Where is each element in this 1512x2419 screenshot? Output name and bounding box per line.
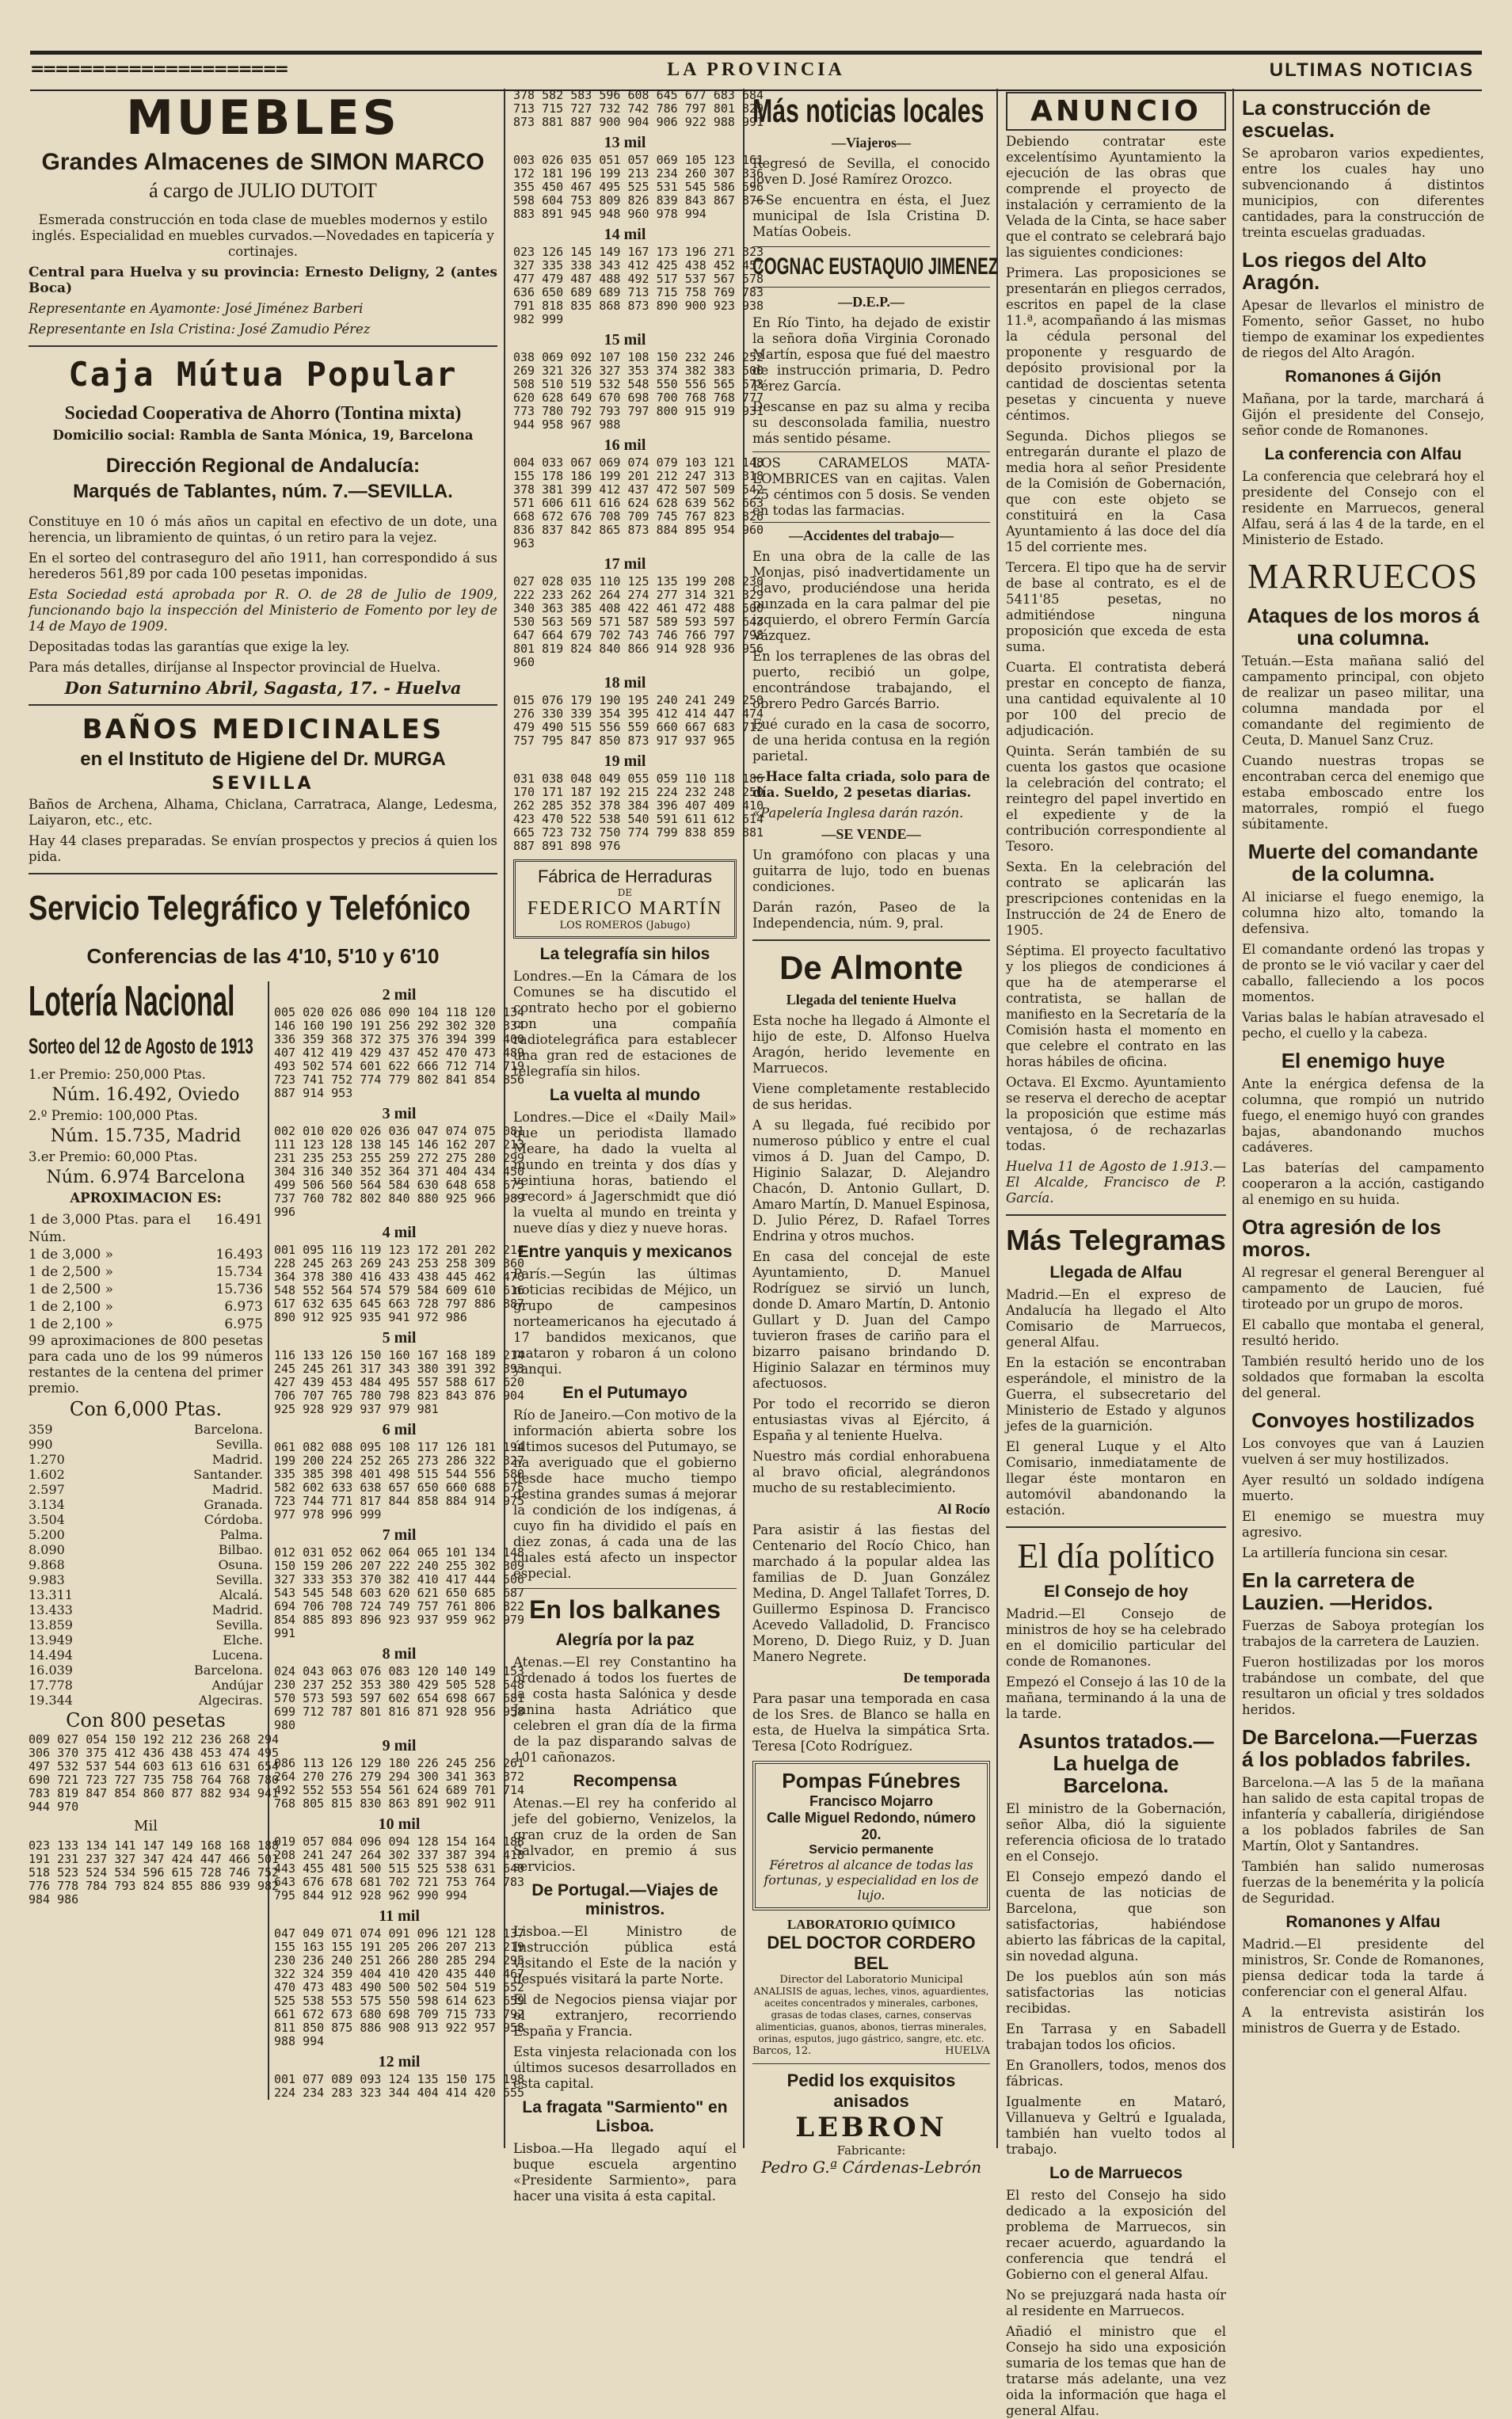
anisados-signature: Pedro G.ª Cárdenas-Lebrón	[760, 2158, 982, 2177]
aprox-row: 1 de 2,100 » 6.973	[29, 1299, 263, 1315]
rocio-text: Para asistir á las fiestas del Centenario del Rocío Chico, han marchado á la popular aldea las familias de D. Juan González Medina, D. Angel Tallafet Torres, D. Guillermo Espinosa D. Francisco Acevedo Valladolid, D. Francisco Moreno, D. Diego Ruiz, y D. Juan Manero Negrete.	[752, 1522, 990, 1664]
asuntos-paragraph: Igualmente en Mataró, Villanueva y Geltrú e Igualada, también han vuelto todos al trabajo.	[1006, 2094, 1226, 2157]
almonte-p6: Nuestro más cordial enhorabuena al bravo oficial, alegrándonos mucho de su restablecimiento.	[752, 1449, 990, 1495]
prize-row: 9.983 Sevilla.	[29, 1572, 263, 1587]
rocio-heading: Al Rocío	[937, 1501, 990, 1517]
asuntos-paragraph: En Tarrasa y en Sabadell trabajan todos los oficios.	[1006, 2021, 1226, 2052]
anuncio-paragraph: Sexta. En la celebración del contrato se aplicarán las prescripciones contenidas en la Instrucción de 24 de Enero de 1905.	[1006, 859, 1226, 938]
accidentes-p1: En una obra de la calle de las Monjas, pisó inadvertidamente un clavo, produciéndose una herida punzada en la cara palmar del pie izquierdo, el obrero Fermín García Vázquez.	[752, 549, 990, 643]
marruecos-paragraph: No se prejuzgará nada hasta oír al residente en Marruecos.	[1006, 2288, 1226, 2318]
caja-p4: Depositadas todas las garantías que exige la ley.	[29, 639, 350, 654]
column-ads-lottery	[22, 89, 525, 2148]
art-telegrafia-heading: La telegrafía sin hilos	[539, 945, 710, 963]
masthead-rule: =====================	[30, 59, 288, 79]
prize-row: 14.494 Lucena.	[29, 1648, 263, 1663]
marruecos-paragraph: Añadió el ministro que el Consejo ha sido una exposición sumaria de los temas que han de tratarse más adelante, una vez oida la información que haga el general Alfau.	[1006, 2324, 1226, 2418]
lottery-800: Con 800 pesetas	[66, 1709, 226, 1731]
dep-p1: En Río Tinto, ha dejado de existir la señora doña Virginia Coronado Martín, esposa que fué del maestro de instrucción primaria, D. Pedro Pérez García.	[752, 315, 990, 394]
lottery-block-heading: 16 mil	[604, 436, 646, 454]
almonte-p4: En casa del concejal de este Ayuntamiento, D. Manuel Rodríguez se sirvió un lunch, donde D. Amaro Martín, D. Antonio Gullart y D. Juan del Campo tuvieron frases de cariño para el bizarro paisano brindando D. Higinio Salazar en términos muy afectuosos.	[752, 1249, 990, 1391]
banos-city: SEVILLA	[211, 774, 314, 794]
art-putumayo-text: Río de Janeiro.—Con motivo de la información abierta sobre los últimos sucesos del Putumayo, se ha averiguado que el gobierno desde hace mucho tiempo destina grandes sumas á mejorar la condición de los indígenas, á cuyo fin ha dividido el país en diez zonas, á cada una de las cuales está afecto un inspector especial.	[513, 1408, 737, 1581]
column-local-news	[746, 89, 999, 2177]
lottery-mil-numbers: 023 133 134 141 147 149 168 168 188 191 231 237 327 347 424 447 466 501 518 523 524 534 596 615 728 746 752 776 778 784 793 824 855 886 939 982 984 986	[29, 1838, 280, 1907]
almonte-p3: A su llegada, fué recibido por numeroso público y entre el cual vimos á D. Juan del Campo, D. Higinio Salazar, D. Alejandro Chacón, D. Antonio Gullart, D. Amaro Martín, D. Manuel Espinosa, D. Julio Pérez, D. Rafael Torres Endrina y otros muchos.	[752, 1118, 990, 1244]
lottery-block-numbers: 023 126 145 149 167 173 196 271 323 327 335 338 343 412 425 438 452 457 477 479 487 488 492 517 537 567 578 636 650 689 689 713 715 758 769 783 791 818 835 868 873 890 900 923 938 982 999	[513, 245, 764, 326]
prize-row: 1.270 Madrid.	[29, 1452, 263, 1467]
caja-sub: Sociedad Cooperativa de Ahorro (Tontina mixta)	[64, 403, 462, 424]
column-ultimas	[1236, 89, 1491, 2148]
column-anuncio	[1000, 89, 1234, 2418]
lottery-aprox-list	[29, 1211, 263, 1333]
ataques-heading: Ataques de los moros á una columna.	[1247, 604, 1480, 650]
telegrafico-title: Servicio Telegráfico y Telefónico	[29, 889, 471, 928]
almonte-p5: Por todo el recorrido se dieron entusiastas vivas al Ejército, á España y al teniente Huelva.	[752, 1396, 990, 1443]
lottery-block-heading: 15 mil	[604, 331, 646, 349]
convoyes-heading: Convoyes hostilizados	[1251, 1408, 1475, 1432]
convoyes-paragraphs	[1242, 1436, 1484, 1561]
lottery-mil: Mil	[134, 1818, 158, 1834]
marruecos-title: MARRUECOS	[1247, 557, 1479, 596]
art-recompensa-text: Atenas.—El rey ha conferido al jefe del gobierno, Venizelos, la gran cruz de la orden de San Salvador, en premio á sus servicios.	[513, 1796, 737, 1874]
lottery-block-heading: 19 mil	[604, 752, 646, 770]
gijon-heading: Romanones á Gijón	[1285, 368, 1442, 386]
banos-sub: en el Instituto de Higiene del Dr. MURGA	[80, 749, 446, 770]
news-paragraph: Barcelona.—A las 5 de la mañana han salido de esta capital tropas de infantería y caballería, dirigiéndose a los poblados fabriles de San Martín, Olot y Santandres.	[1242, 1775, 1484, 1853]
marruecos-consejo-heading: Lo de Marruecos	[1049, 2164, 1183, 2182]
news-paragraph: A la entrevista asistirán los ministros de Guerra y de Estado.	[1242, 2005, 1484, 2036]
masthead-section: ULTIMAS NOTICIAS	[1269, 59, 1474, 81]
pompas-text: Féretros al alcance de todas las fortunas, y especialidad en los de lujo.	[764, 1857, 979, 1903]
telegramas-title: Más Telegramas	[1006, 1224, 1226, 1256]
asuntos-paragraph: El Consejo empezó dando el cuenta de las noticias de Barcelona, que son satisfactorias, habiéndose abierto las fábricas de la capital, sin novedad alguna.	[1006, 1869, 1226, 1964]
telegramas-heading: Llegada de Alfau	[1049, 1263, 1183, 1282]
art-alegria-text: Atenas.—El rey Constantino ha ordenado á todos los fuertes de la costa hasta Salónica y desde Janina hasta Adriático que celebren el gran día de la firma de la paz disparando salvas de 101 cañonazos.	[513, 1655, 737, 1765]
aprox-row: 1 de 2,500 » 15.734	[29, 1264, 263, 1280]
lottery-panel	[29, 977, 280, 2100]
prize-row: 3.504 Córdoba.	[29, 1512, 263, 1527]
art-fragata-text: Lisboa.—Ha llegado aquí el buque escuela argentino «Presidente Sarmiento», para hacer una visita á esta capital.	[513, 2141, 737, 2204]
aprox-row: 1 de 3,000 » 16.493	[29, 1247, 263, 1263]
prize-row: 9.868 Osuna.	[29, 1557, 263, 1572]
news-paragraph: Al iniciarse el fuego enemigo, la columna hizo alto, tomando la defensiva.	[1242, 890, 1484, 936]
caja-direccion: Dirección Regional de Andalucía:	[105, 455, 421, 477]
carretera-heading: En la carretera de Lauzien. —Heridos.	[1242, 1568, 1434, 1614]
anisados-brand: LEBRON	[795, 2112, 947, 2143]
politico-paragraphs	[1006, 1606, 1226, 1722]
column-lottery-wires	[507, 88, 764, 2204]
asuntos-paragraph: El ministro de la Gobernación, señor Alba, dió la siguiente referencia oficiosa de lo tratado en el Consejo.	[1006, 1801, 1226, 1864]
asuntos-paragraph: En Granollers, todos, menos dos fábricas.	[1006, 2058, 1226, 2089]
lab-director: Director del Laboratorio Municipal	[779, 1974, 963, 1986]
accidentes-p3: Fué curado en la casa de socorro, de una herida contusa en la región parietal.	[752, 717, 990, 764]
banos-p2: Hay 44 clases preparadas. Se envían prospectos y precios á quien los pida.	[29, 833, 497, 864]
muebles-manager: á cargo de JULIO DUTOIT	[149, 179, 377, 202]
lab-address: Barcos, 12.	[752, 2045, 812, 2057]
romanones-alfau-paragraphs	[1242, 1937, 1484, 2036]
herraduras-name: FEDERICO MARTÍN	[527, 898, 723, 919]
telegramas-paragraph: El general Luque y el Alto Comisario, inmediatamente de llegar éste montaron en automóvil abandonando la estación.	[1006, 1439, 1226, 1518]
art-vuelta-text: Londres.—Dice el «Daily Mail» que un periodista llamado Meare, ha dado la vuelta al mundo en treinta y dos días y veintiuna horas, batiendo el «record» á Jagerschmidt que dió la vuelta al mundo en treinta y nueve días y diez y nueve horas.	[513, 1110, 737, 1236]
aprox-row: 1 de 2,500 » 15.736	[29, 1282, 263, 1297]
lottery-title: Lotería Nacional	[29, 977, 235, 1025]
riegos-text: Apesar de llevarlos el ministro de Fomento, señor Gasset, no hubo tiempo de examinar los expedientes de riegos del Alto Aragón.	[1242, 298, 1484, 360]
viajeros-p2: —Se encuentra en ésta, el Juez municipal de Isla Cristina D. Matías Oobeis.	[752, 192, 990, 239]
pompas-address: Calle Miguel Redondo, número 20.	[766, 1810, 976, 1842]
anuncio-paragraph: Tercera. El tipo que ha de servir de base al contrato, es el de 5411'85 pesetas, no admitiéndose ninguna proposición que exceda de esta suma.	[1006, 560, 1226, 654]
news-paragraph: Los convoyes que van á Lauzien vuelven á ser muy hostilizados.	[1242, 1436, 1484, 1467]
lottery-prize2: 2.º Premio: 100,000 Ptas.	[29, 1108, 198, 1123]
prize-row: 17.778 Andújar	[29, 1678, 263, 1693]
lottery-block-heading: 17 mil	[604, 555, 646, 573]
barcelona-paragraphs	[1242, 1775, 1484, 1907]
telegramas-paragraphs	[1006, 1287, 1226, 1518]
telegramas-paragraph: En la estación se encontraban esperándole, el ministro de la Guerra, el subsecretario del Ministerio de Estado y algunos jefes de la guarnición.	[1006, 1355, 1226, 1434]
prize-row: 16.039 Barcelona.	[29, 1663, 263, 1678]
pompas-title: Pompas Fúnebres	[782, 1769, 961, 1792]
politico-paragraph: Empezó el Consejo á las 10 de la mañana, terminando á la una de la tarde.	[1006, 1674, 1226, 1721]
lab-title: LABORATORIO QUÍMICO	[786, 1917, 956, 1932]
almonte-p2: Viene completamente restablecido de sus heridas.	[752, 1081, 990, 1112]
local-news-title: Más noticias locales	[752, 92, 985, 129]
anuncio-title: ANUNCIO	[1006, 92, 1226, 131]
aprox-row: 1 de 3,000 Ptas. para el Núm. 16.491	[29, 1212, 263, 1245]
prize-row: 13.433 Madrid.	[29, 1602, 263, 1617]
falta-criada: —Hace falta criada, solo para de día. Sueldo, 2 pesetas diarias.	[752, 769, 990, 800]
muerte-paragraphs	[1242, 890, 1484, 1042]
lottery-number2: Núm. 15.735, Madrid	[50, 1126, 242, 1146]
news-paragraph: El comandante ordenó las tropas y de pronto se le vió vacilar y caer del caballo, falleciendo a los pocos momentos.	[1242, 942, 1484, 1004]
lottery-draw: Sorteo del 12 de Agosto de 1913	[29, 1034, 253, 1058]
news-paragraph: El enemigo se muestra muy agresivo.	[1242, 1509, 1484, 1540]
prize-row: 2.597 Madrid.	[29, 1482, 263, 1497]
anuncio-paragraph: Octava. El Excmo. Ayuntamiento se reserva el derecho de aceptar la proposición que estime más ventajosa, ó de rechazarlas todas.	[1006, 1075, 1226, 1153]
news-paragraph: Madrid.—El presidente del ministros, Sr. Conde de Romanones, piensa dedicar toda la tarde á conferenciar con el general Alfau.	[1242, 1937, 1484, 1999]
art-alegria-heading: Alegría por la paz	[555, 1631, 695, 1649]
art-fragata-heading: La fragata "Sarmiento" en Lisboa.	[522, 2098, 728, 2135]
accidentes-heading: —Accidentes del trabajo—	[789, 528, 954, 543]
gijon-text: Mañana, por la tarde, marchará á Gijón el presidente del Consejo, señor conde de Romanones.	[1242, 391, 1484, 438]
caja-title: Caja Mútua Popular	[68, 355, 458, 394]
caja-p1: Constituye en 10 ó más años un capital en efectivo de un dote, una herencia, un libramiento de quintas, ó un retiro para la vejez.	[29, 514, 497, 545]
laboratorio-ad	[752, 1917, 990, 2057]
lottery-number3: Núm. 6.974 Barcelona	[46, 1168, 246, 1187]
muerte-heading: Muerte del comandante de la columna.	[1247, 840, 1479, 886]
lottery-block-numbers: 015 076 179 190 195 240 241 249 250 276 330 339 354 395 412 414 447 474 479 490 515 556 559 660 667 683 712 757 795 847 850 873 917 937 965	[513, 693, 764, 748]
pompas-service: Servicio permanente	[809, 1843, 934, 1857]
art-vuelta-heading: La vuelta al mundo	[549, 1086, 701, 1104]
lab-text: ANALISIS de aguas, leches, vinos, aguardientes, aceites concentrados y minerales, carbones, grasas de todas clases, carnes, conservas alimenticias, guanos, abonos, tierras minerales, orinas, esputos, jugo gástrico, sangre, etc. etc.	[753, 1986, 989, 2044]
anuncio-paragraph: Séptima. El proyecto facultativo y los pliegos de condiciones á que ha de atemperarse el contratista, se hallan de manifiesto en la Secretaría de la Comisión hasta el momento en que celebre el contrato en las horas hábiles de oficina.	[1006, 943, 1226, 1069]
news-paragraph: La artillería funciona sin cesar.	[1242, 1545, 1449, 1560]
almonte-title: De Almonte	[779, 949, 963, 986]
lottery-blocks	[513, 88, 764, 853]
art-recompensa-heading: Recompensa	[573, 1772, 677, 1790]
prize-row: 990 Sevilla.	[29, 1437, 263, 1452]
lottery-prize3: 3.er Premio: 60,000 Ptas.	[29, 1149, 198, 1164]
lottery-6000: Con 6,000 Ptas.	[69, 1398, 223, 1420]
romanones-alfau-heading: Romanones y Alfau	[1285, 1913, 1441, 1931]
herraduras-title: Fábrica de Herraduras	[537, 867, 713, 886]
prize-row: 13.859 Sevilla.	[29, 1617, 263, 1632]
almonte-p1: Esta noche ha llegado á Almonte el hijo de este, D. Alfonso Huelva Aragón, herido levemente en Marruecos.	[752, 1013, 990, 1076]
aprox-row: 1 de 2,100 » 6.975	[29, 1316, 263, 1332]
asuntos-paragraph: De los pueblos aún son más satisfactorias las noticias recibidas.	[1006, 1969, 1226, 2016]
caja-p5: Para más detalles, diríjanse al Inspector provincial de Huelva.	[29, 660, 441, 675]
cognac-ad: COGNAC EUSTAQUIO JIMENEZ	[752, 253, 999, 280]
vende-p1: Un gramófono con placas y una guitarra de lujo, todo en buenas condiciones.	[752, 848, 990, 894]
muebles-rep1: Representante en Ayamonte: José Jiménez Barberi	[29, 301, 364, 316]
prize-row: 13.949 Elche.	[29, 1632, 263, 1648]
ataques-p2: Cuando nuestras tropas se encontraban cerca del enemigo que estaba emboscado entre los matorrales, rompió el fuego súbitamente.	[1242, 753, 1484, 832]
art-yanquis-text: París.—Según las últimas noticias recibidas de Méjico, un grupo de campesinos norteamericanos ha ejecutado á 17 bandidos mexicanos, que mataron y robaron á un colono yanqui.	[513, 1267, 737, 1377]
news-paragraph: Al regresar el general Berenguer al campamento de Laucien, fué tiroteado por un grupo de moros.	[1242, 1265, 1484, 1312]
telegramas-paragraph: Madrid.—En el expreso de Andalucía ha llegado el Alto Comisario de Marruecos, general Alfau.	[1006, 1287, 1226, 1350]
riegos-heading: Los riegos del Alto Aragón.	[1242, 248, 1427, 294]
conferencia-heading: La conferencia con Alfau	[1264, 445, 1462, 463]
news-paragraph: Varias balas le habían atravesado el pecho, el cuello y la cabeza.	[1242, 1010, 1484, 1041]
escuelas-heading: La construcción de escuelas.	[1242, 96, 1431, 142]
herraduras-ad	[513, 859, 737, 939]
muebles-central: Central para Huelva y su provincia: Ernesto Deligny, 2 (antes Boca)	[29, 265, 497, 296]
lottery-block-numbers: 038 069 092 107 108 150 232 246 252 269 321 326 327 353 374 382 383 500 508 510 519 532 548 550 556 565 573 620 628 649 670 698 700 768 768 777 773 780 792 793 797 800 915 919 931 944 958 967 988	[513, 350, 764, 432]
anuncio-paragraph: Debiendo contratar este excelentísimo Ayuntamiento la ejecución de las obras que comprende el proyecto de instalación y cerramiento de la Velada de la Cinta, se hace saber que el contrato se celebrará bajo las siguientes condiciones:	[1006, 134, 1226, 260]
huye-paragraphs	[1242, 1076, 1484, 1208]
lottery-block-numbers: 378 582 583 596 608 645 677 683 684 713 715 727 732 742 786 797 801 829 873 881 887 900 904 906 922 988 991	[513, 88, 764, 129]
news-paragraph: Fuerzas de Saboya protegían los trabajos de la carretera de Lauzien.	[1242, 1618, 1484, 1649]
news-paragraph: También resultó herido uno de los soldados que formaban la escolta del general.	[1242, 1354, 1484, 1400]
art-portugal-p2: El de Negocios piensa viajar por el extranjero, recorriendo España y Francia.	[513, 1992, 737, 2039]
prize-row: 5.200 Palma.	[29, 1527, 263, 1542]
caja-p3: Esta Sociedad está aprobada por R. O. de 28 de Julio de 1909, funcionando bajo la inspección del Ministerio de Fomento por ley de 14 de Mayo de 1909.	[29, 587, 497, 634]
anuncio-paragraph: Segunda. Dichos pliegos se entregarán durante el plazo de media hora al señor Presidente de la Comisión de Gobernación, que con este objeto se constituirá en la Casa Ayuntamiento á las doce del día 15 del corriente mes.	[1006, 429, 1226, 554]
caja-signature: Don Saturnino Abril, Sagasta, 17. - Huelva	[64, 678, 462, 698]
lottery-block-numbers: 027 028 035 110 125 135 199 208 230 222 233 262 264 274 277 314 321 329 340 363 385 408 422 461 472 488 500 530 563 569 571 587 589 593 597 643 647 664 679 702 743 746 766 797 798 801 819 824 840 866 914 928 936 956 960	[513, 574, 764, 669]
herraduras-place: LOS ROMEROS (Jabugo)	[559, 920, 691, 931]
marruecos-consejo-paragraphs	[1006, 2188, 1226, 2419]
anisados-fab: Fabricante:	[836, 2143, 906, 2158]
politico-paragraph: Madrid.—El Consejo de ministros de hoy se ha celebrado en el domicilio particular del conde de Romanones.	[1006, 1606, 1226, 1669]
prize-row: 19.344 Algeciras.	[29, 1693, 263, 1708]
lottery-prize1: 1.er Premio: 250,000 Ptas.	[29, 1067, 206, 1082]
agresion-heading: Otra agresión de los moros.	[1242, 1215, 1442, 1261]
falta-criada-contact: «Papelería Inglesa darán razón.	[752, 806, 964, 821]
barcelona-heading: De Barcelona.—Fuerzas á los poblados fabriles.	[1242, 1725, 1478, 1771]
balkanes-title: En los balkanes	[529, 1595, 721, 1624]
lottery-block-numbers: 003 026 035 051 057 069 105 123 161 172 181 196 199 213 234 260 307 336 355 450 467 495 525 531 545 586 596 598 604 753 809 826 839 843 867 876 883 891 945 948 960 978 994	[513, 153, 764, 221]
marruecos-paragraph: El resto del Consejo ha sido dedicado a la exposición del problema de Marruecos, sin recaer acuerdo, aguardando la conferencia que tendrá el Gobierno con el general Alfau.	[1006, 2188, 1226, 2282]
viajeros-heading: —Viajeros—	[832, 135, 911, 150]
anuncio-paragraphs	[1006, 134, 1226, 1154]
news-paragraph: Fueron hostilizadas por los moros trabándose un combate, del que resultaron un oficial y tres soldados heridos.	[1242, 1655, 1484, 1717]
caja-p2: En el sorteo del contraseguro del año 1911, han correspondido á sus herederos 561,89 por cada 100 pesetas imponidas.	[29, 550, 497, 581]
lottery-block-numbers: 004 033 067 069 074 079 103 121 148 155 178 186 199 201 212 247 313 318 378 381 399 412 437 472 507 509 542 571 606 611 616 624 628 639 562 663 668 672 676 708 709 745 767 823 826 836 837 842 865 873 884 895 954 960 963	[513, 455, 764, 550]
art-putumayo-heading: En el Putumayo	[562, 1384, 687, 1402]
lottery-prizes-list	[29, 1422, 263, 1708]
banos-title: BAÑOS MEDICINALES	[82, 714, 444, 745]
lottery-block-heading: 13 mil	[604, 134, 646, 151]
muebles-store: Grandes Almacenes de SIMON MARCO	[41, 149, 485, 175]
lottery-p99: 99 aproximaciones de 800 pesetas para cada uno de los 99 números restantes de la centena del primer premio.	[29, 1333, 263, 1396]
temporada-text: Para pasar una temporada en casa de los Sres. de Blanco se halla en esta, de Huelva la simpática Srta. Teresa [Coto Rodríguez.	[752, 1691, 990, 1754]
telegrafico-conferencias: Conferencias de las 4'10, 5'10 y 6'10	[86, 944, 440, 968]
lottery-block-heading: 18 mil	[604, 674, 646, 691]
art-telegrafia-text: Londres.—En la Cámara de los Comunes se ha discutido el contrato hecho por el gobierno con una compañía radiotelegráfica para establecer una gran red de estaciones de telegrafía sin hilos.	[513, 969, 737, 1079]
lottery-number1: Núm. 16.492, Oviedo	[51, 1085, 240, 1105]
anuncio-paragraph: Primera. Las proposiciones se presentarán en pliegos cerrados, escritos en papel de la clase 11.ª, acompañando á las mismas la cédula personal del proponente y resguardo de depósito provisional por la cantidad de doscientas setenta pesetas y cincuenta y nueve céntimos.	[1006, 265, 1226, 423]
escuelas-text: Se aprobaron varios expedientes, entre los cuales hay uno subvencionando á distintos municipios, con diferentes cantidades, para la construcción de treinta escuelas graduadas.	[1242, 146, 1484, 240]
muebles-rep2: Representante en Isla Cristina: José Zamudio Pérez	[29, 322, 371, 337]
anuncio-paragraph: Quinta. Serán también de su cuenta los gastos que ocasione la celebración del contrato; el reintegro del papel invertido en el expediente y de la contribución correspondiente al Tesoro.	[1006, 744, 1226, 854]
muebles-text: Esmerada construcción en toda clase de muebles modernos y estilo inglés. Especialidad en muebles curvados.—Novedades en tapicería y cortinajes.	[32, 212, 494, 259]
lab-name: DEL DOCTOR CORDERO BEL	[767, 1933, 976, 1973]
anuncio-paragraph: Cuarta. El contratista deberá prestar en concepto de fianza, una cantidad equivalente al 10 por 100 del precio de adjudicación.	[1006, 660, 1226, 738]
politico-title: El día político	[1017, 1537, 1215, 1575]
ataques-p1: Tetuán.—Esta mañana salió del campamento principal, con objeto de realizar un paseo militar, una columna mandada por el comandante del regimiento de Ceuta, D. Manuel Sanz Cruz.	[1242, 653, 1484, 748]
news-paragraph: Ante la enérgica defensa de la columna, que rompió un nutrido fuego, el enemigo huyó con grandes bajas, abandonando muchos cadáveres.	[1242, 1076, 1484, 1155]
carretera-paragraphs	[1242, 1618, 1484, 1718]
art-yanquis-heading: Entre yanquis y mexicanos	[517, 1243, 733, 1261]
caja-address: Marqués de Tablantes, núm. 7.—SEVILLA.	[73, 481, 453, 502]
dep-heading: —D.E.P.—	[838, 294, 905, 310]
art-portugal-p1: Lisboa.—El Ministro de Instrucción pública está visitando el Este de la nación y después visitará la parte Norte.	[513, 1924, 737, 1987]
dep-p2: Descanse en paz su alma y reciba su desconsolada familia, nuestro más sentido pésame.	[752, 399, 990, 446]
temporada-heading: De temporada	[903, 1670, 990, 1686]
asuntos-heading: Asuntos tratados.— La huelga de Barcelona.	[1018, 1729, 1214, 1797]
huye-heading: El enemigo huye	[1281, 1049, 1445, 1072]
banos-p1: Baños de Archena, Alhama, Chiclana, Carratraca, Alange, Ledesma, Laiyaron, etc., etc.	[29, 797, 497, 828]
lottery-800-numbers: 009 027 054 150 192 212 236 268 294 306 370 375 412 436 438 453 474 495 497 532 537 544 603 613 616 631 654 690 721 723 727 735 758 764 768 780 783 819 847 854 860 877 882 934 941 944 970	[29, 1732, 280, 1814]
herraduras-de: DE	[617, 887, 633, 898]
art-portugal-p3: Esta vinjesta relacionada con los últimos sucesos desarrollados en esta capital.	[513, 2044, 737, 2091]
news-paragraph: También han salido numerosas fuerzas de la benemérita y la policía de Seguridad.	[1242, 1859, 1484, 1906]
news-paragraph: Las baterías del campamento cooperaron a la acción, castigando al enemigo en su huida.	[1242, 1160, 1484, 1207]
masthead	[30, 51, 1482, 91]
lottery-aprox-title: APROXIMACION ES:	[70, 1190, 222, 1206]
prize-row: 1.602 Santander.	[29, 1467, 263, 1482]
caja-domicilio: Domicilio social: Rambla de Santa Mónica, 19, Barcelona	[52, 428, 474, 443]
lottery-number-tables: 2 mil 005 020 026 086 090 104 118 120 134 146 160 190 191 256 292 302 320 334 336 359 368 372 375 376 394 399 400 407 412 419 429 437 452 470 473 489 493 502 574 601 622 666 712 714 719 723 741 752 774 779 802 841 854 856 887 914 953 3 mil 002 010 020 026 036 047 074 075 081 111 123 128 138 145 146 162 207 213 231 235 253 255 259 272 275 280 299 304 316 340 352 364 371 404 434 450 499 506 560 564 584 630 648 658 675 737 760 782 802 840 880 925 966 989 996 4 mil 001 095 116 119 123 172 201 202 214 228 245 263 269 243 253 258 309 360 364 378 380 416 433 438 445 462 470 548 552 564 574 579 584 609 610 616 617 632 635 645 663 728 797 886 887 890 912 925 935 941 972 986 5 mil 116 133 126 150 160 167 168 189 214 245 245 261 317 343 380 391 392 393 427 439 453 484 495 557 588 617 620 706 707 765 780 798 823 843 876 904 925 928 929 937 979 981 6 mil 061 082 088 095 108 117 126 181 194 199 200 224 252 265 273 286 322 327 335 385 398 401 498 515 544 556 580 582 602 633 638 657 650 660 688 675 723 744 771 817 844 858 884 914 975 977 978 996 999 7 mil 012 031 052 062 064 065 101 134 148 150 159 206 207 222 240 255 302 309 327 333 353 370 382 410 417 444 506 543 545 548 603 620 621 650 685 687 694 706 708 724 749 757 761 806 822 854 885 893 896 923 937 959 962 979 991 8 mil 024 043 063 076 083 120 140 149 153 230 237 252 353 380 429 505 528 548 570 573 593 597 602 654 698 667 681 699 712 787 801 816 871 928 956 958 980 9 mil 086 113 126 129 180 226 245 256 261 264 270 276 279 294 300 341 363 372 492 552 553 554 561 624 689 701 714 768 805 815 830 863 891 902 911 10 mil 019 057 084 096 094 128 154 164 188 208 241 247 264 302 337 387 394 418 443 455 481 500 515 525 538 631 640 643 676 678 681 702 721 753 764 783 795 844 912 928 962 990 994 11 mil 047 049 071 074 091 096 121 128 137 155 163 155 191 205 206 207 213 219 230 236 240 251 266 280 285 294 295 322 324 359 404 410 420 435 440 467 470 473 483 490 500 502 504 519 552 525 538 553 575 550 598 614 623 659 661 672 673 680 698 709 715 733 792 811 850 875 886 908 913 922 957 958 988 994 12 mil 001 077 089 093 124 135 150 175 198 224 234 283 323 344 404 414 420 555	[274, 986, 525, 2100]
viajeros-p1: Regresó de Sevilla, el conocido joven D. José Ramírez Orozco.	[752, 156, 990, 187]
vende-p2: Darán razón, Paseo de la Independencia, núm. 9, pral.	[752, 900, 990, 931]
anisados-ad	[752, 2070, 990, 2177]
almonte-heading: Llegada del teniente Huelva	[786, 992, 957, 1008]
news-paragraph: Ayer resultó un soldado indígena muerto.	[1242, 1472, 1484, 1503]
lottery-block-numbers: 031 038 048 049 055 059 110 118 186 170 171 187 192 215 224 232 248 250 262 285 352 378 384 396 407 409 410 423 470 522 538 540 591 611 612 614 665 723 732 750 774 799 838 859 881 887 891 898 976	[513, 771, 764, 853]
pompas-owner: Francisco Mojarro	[809, 1793, 934, 1809]
anisados-title: Pedid los exquisitos anisados	[786, 2070, 956, 2111]
accidentes-p2: En los terraplenes de las obras del puerto, recibió un golpe, encontrándose trabajando, el obrero Pedro Garcés Barrio.	[752, 649, 990, 711]
agresion-paragraphs	[1242, 1265, 1484, 1401]
politico-heading: El Consejo de hoy	[1043, 1583, 1189, 1601]
prize-row: 13.311 Alcalá.	[29, 1587, 263, 1602]
caramelos-ad: LOS CARAMELOS MATA-LOMBRICES van en cajitas. Valen 25 céntimos con 5 dosis. Se venden en todas las farmacias.	[752, 451, 990, 523]
news-paragraph: El caballo que montaba el general, resultó herido.	[1242, 1317, 1484, 1348]
masthead-title: LA PROVINCIA	[667, 59, 845, 80]
lottery-block-heading: 14 mil	[604, 226, 646, 243]
prize-row: 359 Barcelona.	[29, 1422, 263, 1437]
conferencia-text: La conferencia que celebrará hoy el presidente del Consejo con el residente en Marruecos, general Alfau, será á las 4 de la tarde, en el Ministerio de Estado.	[1242, 469, 1484, 547]
pompas-ad	[752, 1761, 990, 1910]
lab-city: HUELVA	[945, 2045, 990, 2057]
anuncio-signature: Huelva 11 de Agosto de 1.913.—El Alcalde, Francisco de P. García.	[1006, 1159, 1226, 1206]
vende-heading: —SE VENDE—	[821, 826, 921, 842]
prize-row: 3.134 Granada.	[29, 1497, 263, 1512]
art-portugal-heading: De Portugal.—Viajes de ministros.	[531, 1881, 718, 1918]
prize-row: 8.090 Bilbao.	[29, 1542, 263, 1557]
muebles-title: MUEBLES	[126, 90, 400, 146]
asuntos-paragraphs	[1006, 1801, 1226, 2158]
